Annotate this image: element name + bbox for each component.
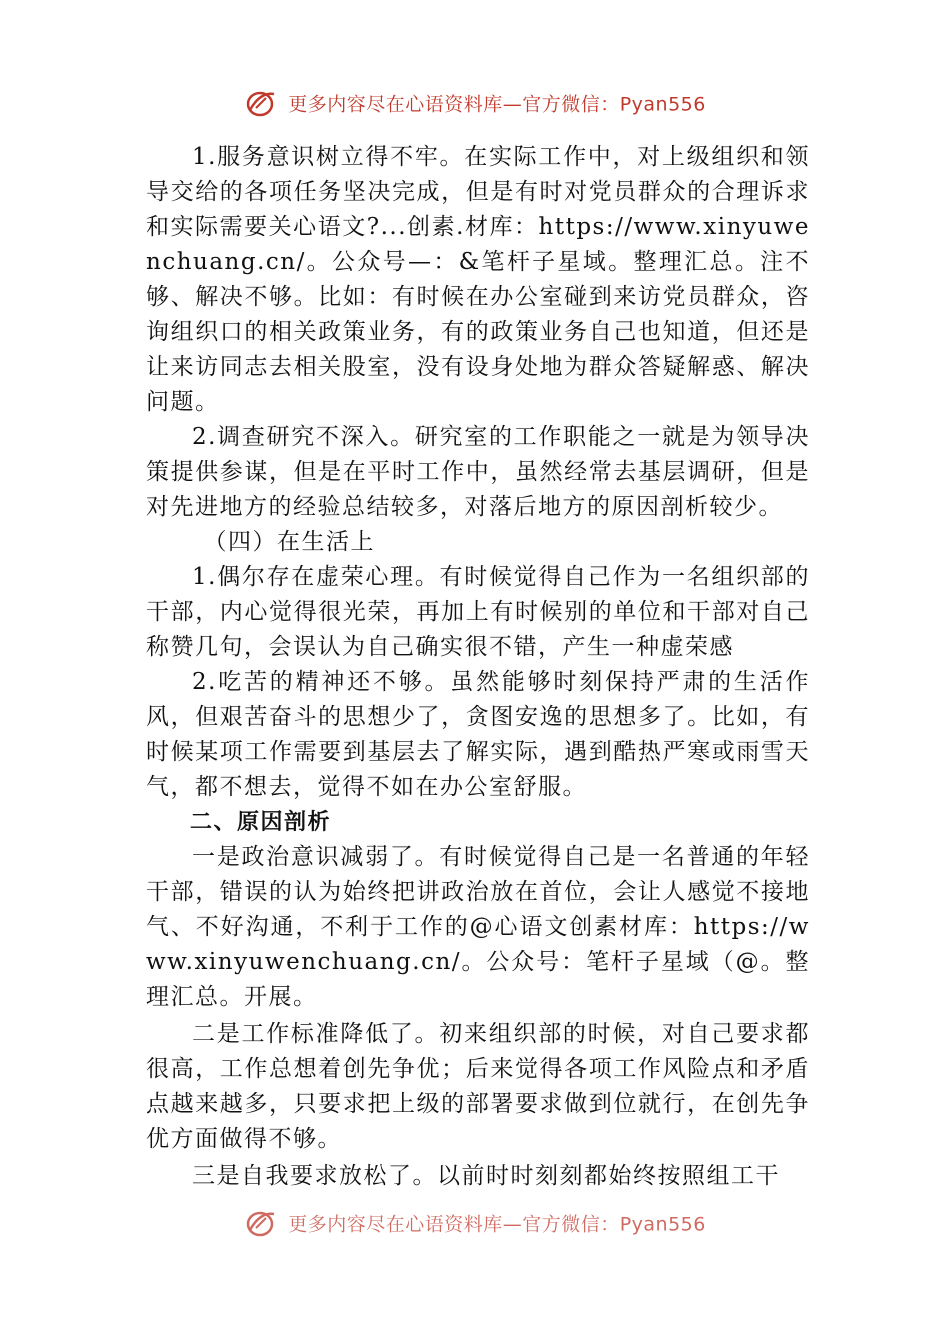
paragraph-political-awareness: 一是政治意识减弱了。有时候觉得自己是一名普通的年轻干部，错误的认为始终把讲政治放在首位，会让人感觉不接地气、不好沟通，不利于工作的@心语文创素材库：https://www.xinyuwenchuang.cn/。公众号：笔杆子星域（@。整理汇总。开展。: [146, 844, 810, 1010]
watermark-text: 更多内容尽在心语资料库—官方微信：Pyan556: [288, 1213, 706, 1236]
paragraph-hardship: 2.吃苦的精神还不够。虽然能够时刻保持严肃的生活作风，但艰苦奋斗的思想少了，贪图安逸的思想多了。比如，有时候某项工作需要到基层去了解实际，遇到酷热严寒或雨雪天气，都不想去，觉得不如在办公室舒服。: [146, 669, 810, 800]
document-body: [146, 140, 810, 1194]
paragraph-service-awareness: 1.服务意识树立得不牢。在实际工作中，对上级组织和领导交给的各项任务坚决完成，但是有时对党员群众的合理诉求和实际需要关心语文?...创素.材库：https://www.xinyuwenchuang.cn/。公众号—：&笔杆子星域。整理汇总。注不够、解决不够。比如：有时候在办公室碰到来访党员群众，咨询组织口的相关政策业务，有的政策业务自己也知道，但还是让来访同志去相关股室，没有设身处地为群众答疑解惑、解决问题。: [146, 144, 810, 415]
paragraph-work-standard: 二是工作标准降低了。初来组织部的时候，对自己要求都很高，工作总想着创先争优；后来觉得各项工作风险点和矛盾点越来越多，只要求把上级的部署要求做到位就行，在创先争优方面做得不够。: [146, 1021, 810, 1152]
logo-icon: [244, 88, 278, 118]
subheading-life: （四）在生活上: [203, 529, 375, 555]
section-heading-causes: 二、原因剖析: [190, 810, 332, 835]
paragraph-vanity: 1.偶尔存在虚荣心理。有时候觉得自己作为一名组织部的干部，内心觉得很光荣，再加上有时候别的单位和干部对自己称赞几句，会误认为自己确实很不错，产生一种虚荣感: [146, 564, 810, 660]
watermark-footer: [0, 1208, 950, 1238]
paragraph-self-requirement: 三是自我要求放松了。以前时时刻刻都始终按照组工干: [192, 1163, 780, 1189]
watermark-header: [0, 88, 950, 118]
paragraph-research: 2.调查研究不深入。研究室的工作职能之一就是为领导决策提供参谋，但是在平时工作中，虽然经常去基层调研，但是对先进地方的经验总结较多，对落后地方的原因剖析较少。: [146, 424, 810, 520]
logo-icon: [244, 1208, 278, 1238]
watermark-text: 更多内容尽在心语资料库—官方微信：Pyan556: [288, 93, 706, 116]
